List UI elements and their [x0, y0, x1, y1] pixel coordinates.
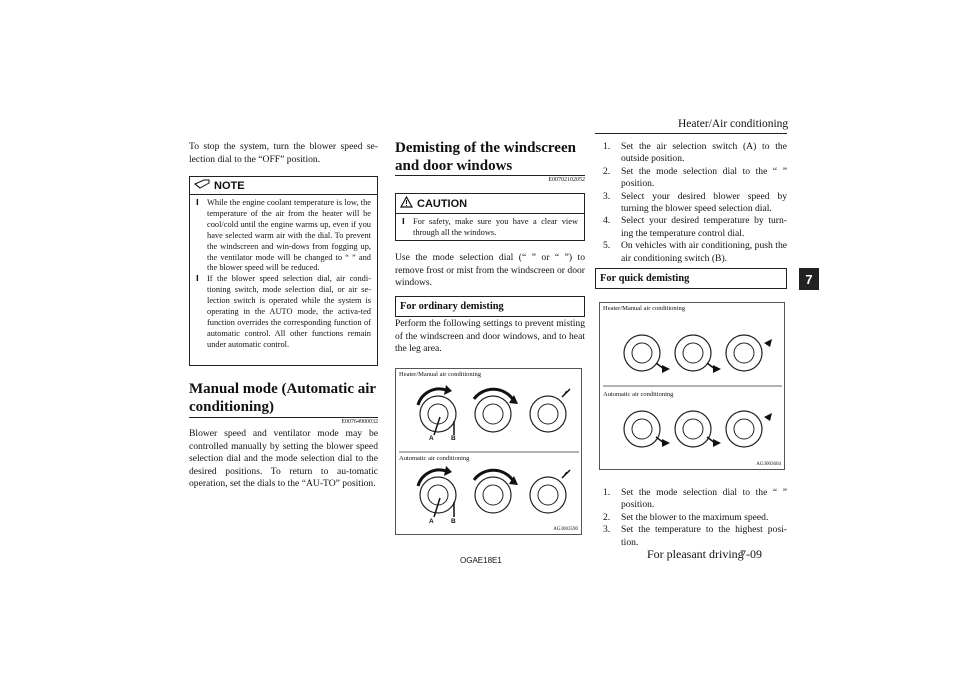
- step-item: 3. Set the temperature to the highest posi-tion.: [603, 524, 787, 548]
- demisting-code: E00702102052: [548, 177, 585, 183]
- step-item: 3. Select your desired blower speed by turning the blower speed selection dial.: [603, 190, 787, 215]
- intro-paragraph: To stop the system, turn the blower speed se-lection dial to the “OFF” position.: [189, 141, 378, 165]
- chapter-tab: 7: [799, 268, 819, 290]
- caution-item: l For safety, make sure you have a clear view through all the windows.: [402, 217, 578, 239]
- figure-label-manual: Heater/Manual air conditioning: [603, 305, 685, 312]
- figure-label-auto: Automatic air conditioning: [399, 455, 470, 462]
- figure-code: AG3003590: [553, 527, 578, 532]
- hvac-dials-illustration: [396, 369, 583, 536]
- footer-section: For pleasant driving: [647, 547, 744, 561]
- footer-page-number: 7-09: [740, 547, 762, 561]
- quick-steps-list: [603, 487, 787, 549]
- step-item: 2. Set the blower to the maximum speed.: [603, 511, 769, 523]
- manual-mode-text: Blower speed and ventilator mode may be controlled manually by setting the blower speed selection dial and the mode selection dial to the desired positions. To return to au-tomatic operation, set the dials to the “AU-TO” position.: [189, 428, 378, 490]
- figure-label-manual: Heater/Manual air conditioning: [399, 371, 481, 378]
- note-item: l While the engine coolant temperature is low, the temperature of the air from the heater will be cool/cold until the engine warms up, even if you have selected warm air with the dial. To prevent the windscreen and win-dows from fogging up, the ventilator mode will be changed to “ ” and the blower speed will be reduced.: [196, 198, 371, 274]
- step-item: 1. Set the air selection switch (A) to the outside position.: [603, 141, 787, 165]
- manual-mode-title: Manual mode (Automatic air conditioning): [189, 381, 376, 415]
- note-box: [189, 176, 378, 366]
- caution-label: CAUTION: [417, 197, 468, 210]
- document-code: OGAE18E1: [460, 556, 502, 565]
- running-header: Heater/Air conditioning: [678, 118, 789, 130]
- manual-mode-code: E00764900032: [341, 419, 378, 425]
- marker-a: A: [429, 435, 434, 442]
- note-pencil-icon: [194, 179, 210, 192]
- step-item: 5. On vehicles with air conditioning, push the air conditioning switch (B).: [603, 240, 787, 264]
- figure-label-auto: Automatic air conditioning: [603, 391, 674, 398]
- marker-a: A: [429, 518, 434, 525]
- step-item: 2. Set the mode selection dial to the “ ” position.: [603, 165, 787, 190]
- quick-demisting-figure: [599, 302, 785, 470]
- ordinary-demisting-text: Perform the following settings to prevent misting of the windscreen and door windows, and to heat the leg area.: [395, 318, 585, 355]
- warning-triangle-icon: [400, 196, 413, 211]
- quick-demisting-heading: For quick demisting: [595, 268, 787, 289]
- manual-title-rule: [189, 417, 378, 418]
- marker-b: B: [451, 435, 456, 442]
- demisting-title-rule: [395, 175, 585, 176]
- header-rule: [595, 133, 787, 134]
- caution-box: [395, 193, 585, 241]
- demisting-title: Demisting of the windscreen and door windows: [395, 140, 576, 174]
- caution-header: [396, 194, 584, 214]
- demisting-intro: Use the mode selection dial (“ ” or “ ”) to remove frost or mist from the windscreen or door windows.: [395, 252, 585, 289]
- ordinary-demisting-figure: [395, 368, 582, 535]
- note-label: NOTE: [214, 179, 245, 192]
- hvac-dials-illustration: [600, 303, 786, 471]
- step-item: 1. Set the mode selection dial to the “ ” position.: [603, 487, 787, 511]
- marker-b: B: [451, 518, 456, 525]
- step-item: 4. Select your desired temperature by turn-ing the temperature control dial.: [603, 215, 787, 239]
- ordinary-steps-list: [603, 141, 787, 265]
- caution-list: [396, 214, 584, 243]
- figure-code: AG3003604: [756, 462, 781, 467]
- note-list: [190, 195, 377, 355]
- note-item: l If the blower speed selection dial, air condi-tioning switch, mode selection dial, or air se-lection switch is operated while the system is operating in the AUTO mode, the activa-ted function overrides the corresponding function of automatic control. All other functions remain under automatic control.: [196, 274, 371, 350]
- ordinary-demisting-heading: For ordinary demisting: [395, 296, 585, 317]
- note-header: [190, 177, 377, 195]
